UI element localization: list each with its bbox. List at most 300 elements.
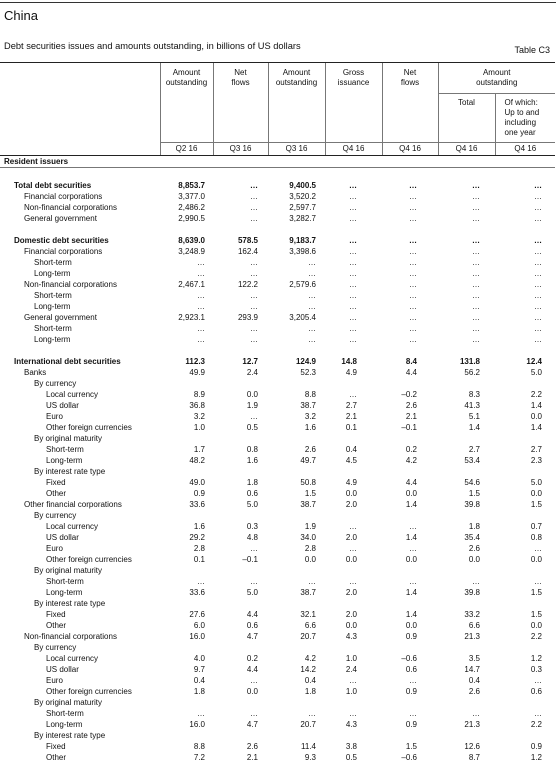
cell-amount-outstanding-total-q4-16: … <box>472 202 480 212</box>
row-label: Fixed <box>46 477 66 487</box>
group-heading-row <box>0 565 555 576</box>
cell-blank <box>325 156 382 168</box>
cell-amount-outstanding-total-q4-16: … <box>472 268 480 278</box>
cell-net-flows-q3-16: … <box>250 411 258 421</box>
row-label: Short-term <box>46 708 84 718</box>
cell-net-flows-q4-16: 2.1 <box>405 411 417 421</box>
row-label: Short-term <box>46 444 84 454</box>
cell-amount-outstanding-total-q4-16: 0.4 <box>468 675 480 685</box>
cell-net-flows-q3-16: 293.9 <box>237 312 258 322</box>
cell-up-to-one-year-q4-16: … <box>534 323 542 333</box>
section-spacer <box>0 345 555 356</box>
cell-gross-issuance-q4-16: 2.7 <box>345 400 357 410</box>
col-group-amount-outstanding <box>438 63 555 94</box>
cell-net-flows-q3-16: … <box>250 290 258 300</box>
cell-net-flows-q3-16: … <box>250 202 258 212</box>
cell-net-flows-q3-16: 0.6 <box>246 620 258 630</box>
row-label: Euro <box>46 675 63 685</box>
cell-net-flows-q4-16 <box>382 466 438 477</box>
cell-net-flows-q3-16 <box>213 510 268 521</box>
cell-net-flows-q4-16: … <box>409 334 417 344</box>
cell-amount-outstanding-total-q4-16: 21.3 <box>464 719 480 729</box>
group-heading-row <box>0 378 555 389</box>
cell-gross-issuance-q4-16: 1.0 <box>345 686 357 696</box>
table-row <box>0 290 555 301</box>
cell-up-to-one-year-q4-16: 2.3 <box>530 455 542 465</box>
cell-up-to-one-year-q4-16: … <box>534 191 542 201</box>
cell-amount-outstanding-total-q4-16: … <box>472 334 480 344</box>
cell-net-flows-q4-16 <box>382 510 438 521</box>
cell-amount-outstanding-q2-16: 8,853.7 <box>178 180 205 190</box>
cell-gross-issuance-q4-16: … <box>349 521 357 531</box>
cell-amount-outstanding-q3-16: 1.9 <box>304 521 316 531</box>
table-row <box>0 444 555 455</box>
table-row <box>0 422 555 433</box>
cell-amount-outstanding-total-q4-16: 54.6 <box>464 477 480 487</box>
cell-amount-outstanding-total-q4-16 <box>438 466 495 477</box>
cell-amount-outstanding-q2-16: 2,990.5 <box>178 213 205 223</box>
cell-amount-outstanding-total-q4-16: 21.3 <box>464 631 480 641</box>
section-row <box>0 235 555 246</box>
cell-gross-issuance-q4-16: 0.5 <box>345 752 357 762</box>
cell-amount-outstanding-q3-16: 0.4 <box>304 675 316 685</box>
cell-amount-outstanding-total-q4-16: 39.8 <box>464 587 480 597</box>
table-row <box>0 279 555 290</box>
cell-net-flows-q4-16: 0.9 <box>405 686 417 696</box>
cell-up-to-one-year-q4-16: … <box>534 543 542 553</box>
row-label: Long-term <box>46 719 83 729</box>
cell-net-flows-q4-16: … <box>409 202 417 212</box>
cell-amount-outstanding-q2-16 <box>160 642 213 653</box>
cell-amount-outstanding-total-q4-16: 6.6 <box>468 620 480 630</box>
row-label: Other foreign currencies <box>46 422 132 432</box>
table-row <box>0 576 555 587</box>
section-row <box>0 356 555 367</box>
cell-amount-outstanding-q2-16: 0.4 <box>193 675 205 685</box>
table-row <box>0 323 555 334</box>
cell-gross-issuance-q4-16: … <box>349 257 357 267</box>
cell-gross-issuance-q4-16: … <box>349 301 357 311</box>
cell-amount-outstanding-total-q4-16 <box>438 510 495 521</box>
cell-net-flows-q3-16: 0.0 <box>246 686 258 696</box>
cell-amount-outstanding-q3-16: 3,282.7 <box>289 213 316 223</box>
cell-amount-outstanding-q2-16: … <box>197 257 205 267</box>
period-row <box>0 143 555 156</box>
cell-amount-outstanding-total-q4-16 <box>438 697 495 708</box>
cell-amount-outstanding-q3-16: … <box>308 301 316 311</box>
cell-amount-outstanding-q3-16: 3,398.6 <box>289 246 316 256</box>
cell-gross-issuance-q4-16 <box>325 433 382 444</box>
period-label: Q4 16 <box>438 143 495 156</box>
cell-up-to-one-year-q4-16: 1.4 <box>530 400 542 410</box>
cell-net-flows-q4-16 <box>382 565 438 576</box>
cell-amount-outstanding-q2-16: 4.0 <box>193 653 205 663</box>
cell-net-flows-q3-16: … <box>250 301 258 311</box>
cell-up-to-one-year-q4-16: 0.3 <box>530 664 542 674</box>
header-line: outstanding <box>476 78 518 87</box>
cell-amount-outstanding-q3-16: 2.8 <box>304 543 316 553</box>
cell-up-to-one-year-q4-16 <box>495 730 555 741</box>
cell-amount-outstanding-q3-16: 38.7 <box>300 587 316 597</box>
cell-net-flows-q3-16: … <box>250 191 258 201</box>
cell-net-flows-q4-16: … <box>409 191 417 201</box>
cell-net-flows-q4-16: … <box>409 708 417 718</box>
period-label-blank <box>0 143 160 156</box>
cell-up-to-one-year-q4-16: 0.0 <box>530 411 542 421</box>
cell-amount-outstanding-total-q4-16: … <box>472 235 480 245</box>
group-heading-row <box>0 466 555 477</box>
cell-net-flows-q3-16: 122.2 <box>237 279 258 289</box>
period-label: Q3 16 <box>213 143 268 156</box>
table-row <box>0 543 555 554</box>
spacer-cell <box>0 345 555 356</box>
cell-amount-outstanding-q2-16: … <box>197 290 205 300</box>
cell-gross-issuance-q4-16 <box>325 642 382 653</box>
table-row <box>0 213 555 224</box>
cell-amount-outstanding-q2-16: 3.2 <box>193 411 205 421</box>
cell-gross-issuance-q4-16: 2.0 <box>345 499 357 509</box>
cell-amount-outstanding-total-q4-16: 3.5 <box>468 653 480 663</box>
cell-amount-outstanding-total-q4-16: … <box>472 246 480 256</box>
header-line: outstanding <box>275 78 318 87</box>
cell-up-to-one-year-q4-16 <box>495 565 555 576</box>
cell-amount-outstanding-q2-16 <box>160 598 213 609</box>
cell-net-flows-q3-16: 12.7 <box>242 356 258 366</box>
header-line: Total <box>458 98 475 107</box>
cell-up-to-one-year-q4-16: 1.2 <box>530 653 542 663</box>
cell-net-flows-q4-16: 4.2 <box>405 455 417 465</box>
cell-amount-outstanding-q3-16: 11.4 <box>301 741 316 751</box>
cell-amount-outstanding-q3-16: 124.9 <box>295 356 316 366</box>
cell-gross-issuance-q4-16: 0.1 <box>345 422 357 432</box>
cell-net-flows-q4-16: 1.4 <box>405 499 417 509</box>
cell-up-to-one-year-q4-16: … <box>534 708 542 718</box>
table-row <box>0 708 555 719</box>
cell-amount-outstanding-total-q4-16: 12.6 <box>464 741 480 751</box>
cell-net-flows-q4-16: 1.4 <box>405 587 417 597</box>
cell-amount-outstanding-total-q4-16: 131.8 <box>459 356 480 366</box>
group-heading-row <box>0 642 555 653</box>
cell-up-to-one-year-q4-16: 1.5 <box>530 587 542 597</box>
cell-amount-outstanding-q2-16: 1.0 <box>193 422 205 432</box>
cell-amount-outstanding-q2-16 <box>160 433 213 444</box>
cell-net-flows-q3-16 <box>213 598 268 609</box>
row-label: Long-term <box>34 301 71 311</box>
cell-net-flows-q3-16: 4.7 <box>246 631 258 641</box>
cell-up-to-one-year-q4-16: … <box>534 312 542 322</box>
cell-amount-outstanding-q3-16: 8.8 <box>304 389 316 399</box>
header-line: flows <box>231 78 250 87</box>
table-row <box>0 609 555 620</box>
cell-gross-issuance-q4-16: 2.1 <box>345 411 357 421</box>
cell-amount-outstanding-q2-16: 48.2 <box>189 455 205 465</box>
cell-amount-outstanding-total-q4-16: … <box>472 576 480 586</box>
row-label: Other foreign currencies <box>46 554 132 564</box>
cell-net-flows-q3-16: 0.6 <box>246 488 258 498</box>
cell-amount-outstanding-total-q4-16 <box>438 598 495 609</box>
cell-net-flows-q3-16: –0.1 <box>242 554 258 564</box>
table-row <box>0 246 555 257</box>
cell-amount-outstanding-q2-16: 2,486.2 <box>178 202 205 212</box>
cell-net-flows-q3-16: 162.4 <box>237 246 258 256</box>
table-row <box>0 312 555 323</box>
cell-up-to-one-year-q4-16: 5.0 <box>530 477 542 487</box>
cell-amount-outstanding-total-q4-16: … <box>472 708 480 718</box>
cell-amount-outstanding-q2-16 <box>160 697 213 708</box>
cell-gross-issuance-q4-16: … <box>349 180 357 190</box>
cell-net-flows-q3-16: … <box>250 180 258 190</box>
cell-up-to-one-year-q4-16 <box>495 466 555 477</box>
cell-net-flows-q3-16: 2.4 <box>246 367 258 377</box>
cell-up-to-one-year-q4-16: 0.0 <box>530 554 542 564</box>
cell-gross-issuance-q4-16 <box>325 466 382 477</box>
cell-net-flows-q4-16: … <box>409 213 417 223</box>
row-label: Short-term <box>34 257 72 267</box>
cell-amount-outstanding-q3-16 <box>268 510 325 521</box>
cell-net-flows-q4-16: … <box>409 279 417 289</box>
cell-net-flows-q4-16: 4.4 <box>405 367 417 377</box>
cell-gross-issuance-q4-16: 1.0 <box>345 653 357 663</box>
table-row <box>0 741 555 752</box>
cell-amount-outstanding-total-q4-16: … <box>472 257 480 267</box>
cell-gross-issuance-q4-16: … <box>349 576 357 586</box>
cell-gross-issuance-q4-16: 4.9 <box>345 367 357 377</box>
cell-amount-outstanding-total-q4-16 <box>438 642 495 653</box>
header-line: Net <box>234 68 247 77</box>
cell-gross-issuance-q4-16 <box>325 730 382 741</box>
row-label: Long-term <box>46 587 83 597</box>
table-row <box>0 499 555 510</box>
cell-gross-issuance-q4-16 <box>325 378 382 389</box>
cell-up-to-one-year-q4-16: … <box>534 334 542 344</box>
cell-amount-outstanding-q3-16: 0.0 <box>304 554 316 564</box>
cell-amount-outstanding-q3-16: 20.7 <box>300 719 316 729</box>
cell-net-flows-q4-16: … <box>409 543 417 553</box>
row-label: Short-term <box>46 576 84 586</box>
table-row <box>0 488 555 499</box>
row-label: By interest rate type <box>34 466 106 476</box>
cell-up-to-one-year-q4-16: 5.0 <box>530 367 542 377</box>
row-label: Financial corporations <box>24 246 103 256</box>
cell-amount-outstanding-q3-16: 52.3 <box>300 367 316 377</box>
cell-amount-outstanding-q2-16 <box>160 730 213 741</box>
cell-gross-issuance-q4-16: … <box>349 312 357 322</box>
cell-net-flows-q3-16: 4.8 <box>246 532 258 542</box>
cell-up-to-one-year-q4-16 <box>495 510 555 521</box>
cell-net-flows-q3-16: 0.0 <box>246 389 258 399</box>
header-line: including <box>504 118 537 127</box>
header-line: Gross <box>342 68 365 77</box>
cell-amount-outstanding-q2-16: 2,467.1 <box>178 279 205 289</box>
cell-up-to-one-year-q4-16 <box>495 697 555 708</box>
cell-amount-outstanding-q2-16 <box>160 510 213 521</box>
cell-net-flows-q3-16: … <box>250 543 258 553</box>
cell-amount-outstanding-q2-16: 3,377.0 <box>178 191 205 201</box>
cell-gross-issuance-q4-16: … <box>349 213 357 223</box>
row-label: Local currency <box>46 521 99 531</box>
cell-up-to-one-year-q4-16: 2.2 <box>530 389 542 399</box>
cell-amount-outstanding-q3-16: 1.5 <box>304 488 316 498</box>
row-label: Non-financial corporations <box>24 279 117 289</box>
cell-up-to-one-year-q4-16: 12.4 <box>526 356 542 366</box>
cell-net-flows-q3-16: 4.7 <box>246 719 258 729</box>
cell-amount-outstanding-q2-16: 2,923.1 <box>178 312 205 322</box>
cell-net-flows-q3-16: 578.5 <box>237 235 258 245</box>
cell-amount-outstanding-total-q4-16: 2.7 <box>468 444 480 454</box>
cell-amount-outstanding-total-q4-16: … <box>472 312 480 322</box>
cell-net-flows-q4-16: 1.5 <box>405 741 417 751</box>
cell-amount-outstanding-q3-16 <box>268 598 325 609</box>
row-label: General government <box>24 213 97 223</box>
cell-net-flows-q4-16: 2.6 <box>405 400 417 410</box>
row-label: General government <box>24 312 97 322</box>
row-label: By original maturity <box>34 697 103 707</box>
row-label: By interest rate type <box>34 598 106 608</box>
header-line: Amount <box>282 68 311 77</box>
group-heading-row <box>0 433 555 444</box>
cell-gross-issuance-q4-16: … <box>349 235 357 245</box>
cell-up-to-one-year-q4-16: 0.8 <box>530 532 542 542</box>
cell-amount-outstanding-q2-16: 7.2 <box>193 752 205 762</box>
cell-net-flows-q4-16: … <box>409 312 417 322</box>
group-heading-row <box>0 598 555 609</box>
cell-gross-issuance-q4-16: 4.3 <box>345 719 357 729</box>
cell-net-flows-q4-16: 0.6 <box>405 664 417 674</box>
cell-amount-outstanding-total-q4-16: 39.8 <box>464 499 480 509</box>
row-label: Domestic debt securities <box>14 235 109 245</box>
cell-amount-outstanding-total-q4-16: … <box>472 301 480 311</box>
cell-up-to-one-year-q4-16: 0.6 <box>530 686 542 696</box>
cell-net-flows-q3-16: … <box>250 268 258 278</box>
table-row <box>0 400 555 411</box>
table-row <box>0 191 555 202</box>
cell-gross-issuance-q4-16: 0.0 <box>345 620 357 630</box>
cell-amount-outstanding-total-q4-16: … <box>472 290 480 300</box>
cell-amount-outstanding-q3-16: 38.7 <box>300 400 316 410</box>
cell-up-to-one-year-q4-16: … <box>534 279 542 289</box>
cell-net-flows-q4-16: … <box>409 576 417 586</box>
cell-amount-outstanding-q2-16: 49.0 <box>189 477 205 487</box>
cell-gross-issuance-q4-16: 2.4 <box>345 664 357 674</box>
cell-net-flows-q4-16: 1.4 <box>405 609 417 619</box>
table-row <box>0 532 555 543</box>
cell-amount-outstanding-q3-16 <box>268 466 325 477</box>
cell-up-to-one-year-q4-16: … <box>534 268 542 278</box>
period-label: Q4 16 <box>495 143 555 156</box>
cell-gross-issuance-q4-16: … <box>349 246 357 256</box>
col-header-total <box>438 94 495 143</box>
cell-amount-outstanding-q3-16 <box>268 730 325 741</box>
cell-amount-outstanding-q2-16: 8,639.0 <box>178 235 205 245</box>
cell-net-flows-q3-16: 0.5 <box>246 422 258 432</box>
cell-gross-issuance-q4-16: … <box>349 675 357 685</box>
cell-gross-issuance-q4-16: … <box>349 334 357 344</box>
cell-net-flows-q3-16: 1.9 <box>246 400 258 410</box>
cell-gross-issuance-q4-16: 0.0 <box>345 554 357 564</box>
row-label: Long-term <box>34 268 71 278</box>
cell-amount-outstanding-q2-16: … <box>197 334 205 344</box>
cell-amount-outstanding-q3-16: 14.2 <box>300 664 316 674</box>
cell-amount-outstanding-total-q4-16: … <box>472 323 480 333</box>
cell-up-to-one-year-q4-16 <box>495 378 555 389</box>
cell-amount-outstanding-q3-16: 3.2 <box>304 411 316 421</box>
cell-amount-outstanding-q3-16: … <box>308 257 316 267</box>
cell-gross-issuance-q4-16: 4.3 <box>345 631 357 641</box>
cell-net-flows-q3-16 <box>213 642 268 653</box>
cell-up-to-one-year-q4-16: … <box>534 213 542 223</box>
table-row <box>0 719 555 730</box>
table-row <box>0 367 555 378</box>
cell-amount-outstanding-q2-16: 1.6 <box>193 521 205 531</box>
cell-amount-outstanding-total-q4-16: 1.5 <box>468 488 480 498</box>
table-row <box>0 301 555 312</box>
cell-blank <box>438 156 495 168</box>
cell-net-flows-q4-16: 0.2 <box>405 444 417 454</box>
cell-amount-outstanding-q3-16: 2.6 <box>304 444 316 454</box>
cell-net-flows-q3-16: 0.2 <box>246 653 258 663</box>
cell-net-flows-q3-16: 5.0 <box>246 499 258 509</box>
cell-gross-issuance-q4-16: 2.0 <box>345 532 357 542</box>
table-row <box>0 554 555 565</box>
page-title: China <box>4 8 38 23</box>
cell-amount-outstanding-total-q4-16 <box>438 378 495 389</box>
cell-net-flows-q3-16: 1.6 <box>246 455 258 465</box>
header-line: Net <box>403 68 417 77</box>
row-label: Short-term <box>34 323 72 333</box>
cell-amount-outstanding-total-q4-16: 8.7 <box>468 752 480 762</box>
cell-amount-outstanding-q2-16: … <box>197 268 205 278</box>
cell-up-to-one-year-q4-16: … <box>534 675 542 685</box>
period-label: Q4 16 <box>382 143 438 156</box>
row-label: Other foreign currencies <box>46 686 132 696</box>
col-header-up-to-one-year <box>495 94 555 143</box>
cell-amount-outstanding-q3-16: 4.2 <box>304 653 316 663</box>
cell-up-to-one-year-q4-16: 1.4 <box>530 422 542 432</box>
cell-net-flows-q3-16: … <box>250 334 258 344</box>
cell-amount-outstanding-total-q4-16: 33.2 <box>464 609 480 619</box>
cell-up-to-one-year-q4-16: 0.7 <box>530 521 542 531</box>
table-row <box>0 268 555 279</box>
cell-amount-outstanding-q2-16: 49.9 <box>189 367 205 377</box>
cell-net-flows-q4-16: … <box>409 323 417 333</box>
cell-amount-outstanding-total-q4-16: … <box>472 213 480 223</box>
table-row <box>0 752 555 763</box>
cell-net-flows-q4-16: … <box>409 180 417 190</box>
cell-amount-outstanding-total-q4-16: 14.7 <box>464 664 480 674</box>
cell-amount-outstanding-q3-16: … <box>308 268 316 278</box>
row-group-label: Resident issuers <box>0 156 160 168</box>
cell-up-to-one-year-q4-16: 0.0 <box>530 620 542 630</box>
row-label: Euro <box>46 411 63 421</box>
cell-net-flows-q3-16: … <box>250 213 258 223</box>
cell-gross-issuance-q4-16: … <box>349 202 357 212</box>
table-row <box>0 675 555 686</box>
cell-up-to-one-year-q4-16: 0.9 <box>530 741 542 751</box>
row-label: By interest rate type <box>34 730 106 740</box>
row-label: By original maturity <box>34 565 103 575</box>
cell-net-flows-q4-16: … <box>409 235 417 245</box>
cell-blank <box>268 156 325 168</box>
cell-amount-outstanding-q2-16 <box>160 565 213 576</box>
cell-net-flows-q3-16 <box>213 433 268 444</box>
cell-amount-outstanding-total-q4-16 <box>438 565 495 576</box>
row-label: Long-term <box>34 334 71 344</box>
group-heading-row <box>0 730 555 741</box>
cell-amount-outstanding-total-q4-16: … <box>472 279 480 289</box>
cell-amount-outstanding-total-q4-16: 1.8 <box>468 521 480 531</box>
header-line: Of which: <box>504 98 538 107</box>
cell-net-flows-q4-16: 0.0 <box>405 620 417 630</box>
